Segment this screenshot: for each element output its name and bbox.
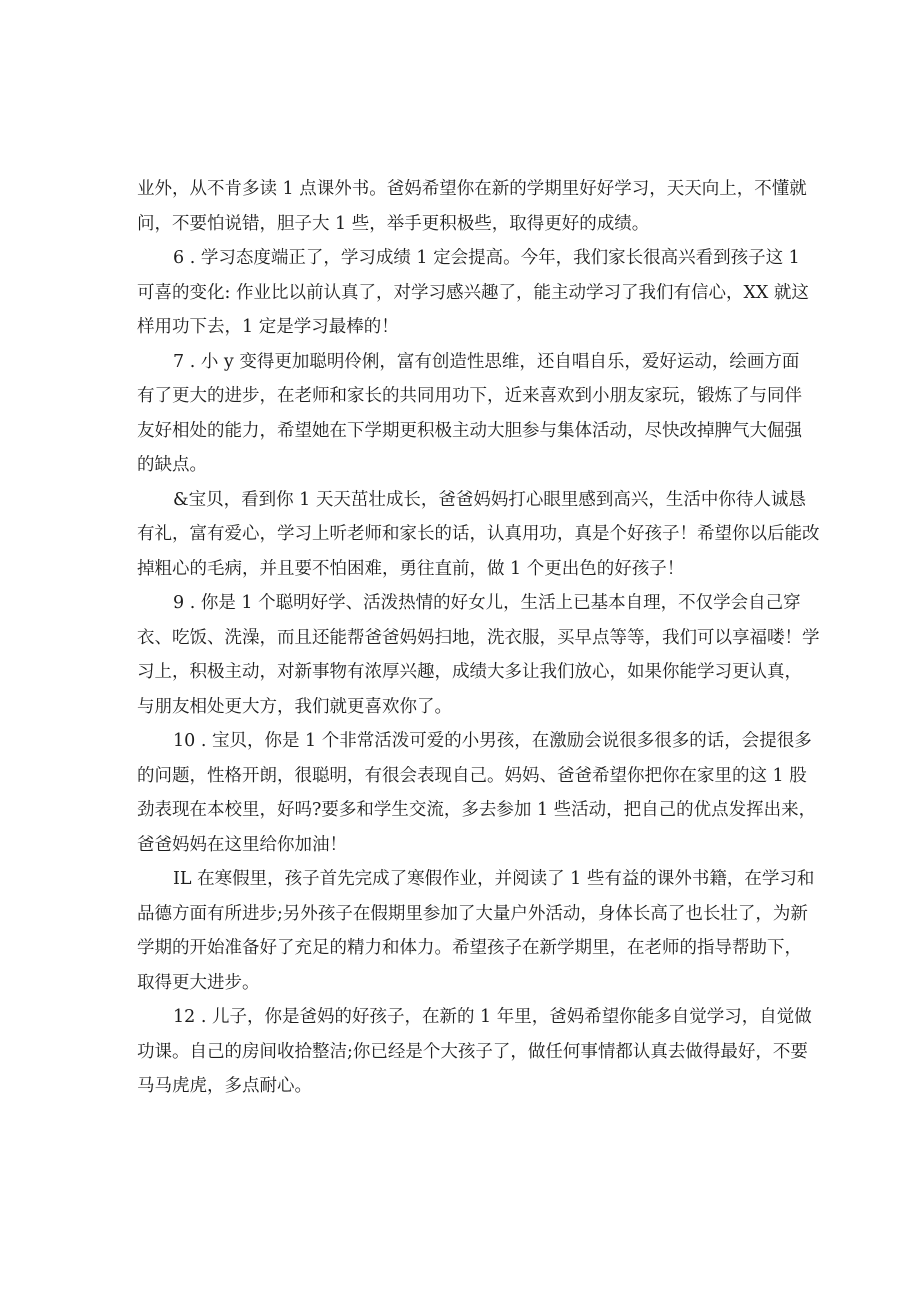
text-line: 的问题，性格开朗，很聪明，有很会表现自己。妈妈、爸爸希望你把你在家里的这 1 股 [137, 765, 807, 786]
text-line: 与朋友相处更大方，我们就更喜欢你了。 [137, 696, 452, 717]
text-line: 功课。自己的房间收拾整洁;你已经是个大孩子了，做任何事情都认真去做得最好，不要 [137, 1041, 808, 1062]
text-line: 12 . 儿子，你是爸妈的好孩子，在新的 1 年里，爸妈希望你能多自觉学习，自觉做 [173, 1007, 812, 1027]
text-line: 学期的开始准备好了充足的精力和体力。希望孩子在新学期里，在老师的指导帮助下， [137, 938, 802, 958]
paragraph-7 [137, 345, 802, 483]
text-line: 6 . 学习态度端正了，学习成绩 1 定会提高。今年，我们家长很高兴看到孩子这 1 [173, 248, 800, 268]
text-line: 有礼，富有爱心，学习上听老师和家长的话，认真用功，真是个好孩子！希望你以后能改 [137, 524, 820, 544]
text-line: 业外，从不肯多读 1 点课外书。爸妈希望你在新的学期里好好学习，天天向上，不懂就 [137, 179, 807, 199]
paragraph-12 [137, 1000, 812, 1104]
text-line: 爸爸妈妈在这里给你加油！ [137, 834, 347, 855]
text-line: 可喜的变化: 作业比以前认真了，对学习感兴趣了，能主动学习了我们有信心，XX 就这 [137, 282, 809, 303]
paragraph-6 [137, 241, 809, 345]
text-line: 的缺点。 [137, 455, 207, 475]
text-line: 9 . 你是 1 个聪明好学、活泼热情的好女儿，生活上已基本自理，不仅学会自己穿 [173, 593, 801, 613]
text-line: 品德方面有所进步;另外孩子在假期里参加了大量户外活动，身体长高了也长壮了，为新 [137, 903, 808, 924]
text-line: 衣、吃饭、洗澡，而且还能帮爸爸妈妈扫地，洗衣服，买早点等等，我们可以享福喽！学 [137, 627, 820, 648]
text-line: 有了更大的进步，在老师和家长的共同用功下，近来喜欢到小朋友家玩，锻炼了与同伴 [137, 386, 802, 406]
text-line: 样用功下去，1 定是学习最棒的！ [137, 317, 399, 337]
paragraph-10 [137, 724, 817, 862]
text-line: 取得更大进步。 [137, 972, 260, 993]
paragraph-9 [137, 586, 820, 724]
text-line: 7 . 小 y 变得更加聪明伶俐，富有创造性思维，还自唱自乐，爱好运动，绘画方面 [173, 351, 800, 372]
text-line: 马马虎虎，多点耐心。 [137, 1076, 312, 1096]
text-line: 习上，积极主动，对新事物有浓厚兴趣，成绩大多让我们放心，如果你能学习更认真， [137, 662, 802, 682]
text-line: 10 . 宝贝，你是 1 个非常活泼可爱的小男孩，在激励会说很多很多的话，会提很多 [173, 731, 812, 751]
text-line: 友好相处的能力，希望她在下学期更积极主动大胆参与集体活动，尽快改掉脾气大倔强 [137, 420, 802, 441]
paragraph-5-continued [137, 172, 807, 241]
paragraph-11 [137, 862, 815, 1000]
document-body [137, 172, 820, 1104]
text-line: 问，不要怕说错，胆子大 1 些，举手更积极些，取得更好的成绩。 [137, 213, 650, 234]
paragraph-8 [137, 483, 820, 587]
text-line: &宝贝，看到你 1 天天茁壮成长，爸爸妈妈打心眼里感到高兴，生活中你待人诚恳 [173, 489, 806, 510]
text-line: 劲表现在本校里，好吗?要多和学生交流，多去参加 1 些活动，把自己的优点发挥出来， [137, 800, 817, 820]
text-line: 掉粗心的毛病，并且要不怕困难，勇往直前，做 1 个更出色的好孩子！ [137, 558, 685, 579]
text-line: IL 在寒假里，孩子首先完成了寒假作业，并阅读了 1 些有益的课外书籍，在学习和 [173, 869, 815, 889]
